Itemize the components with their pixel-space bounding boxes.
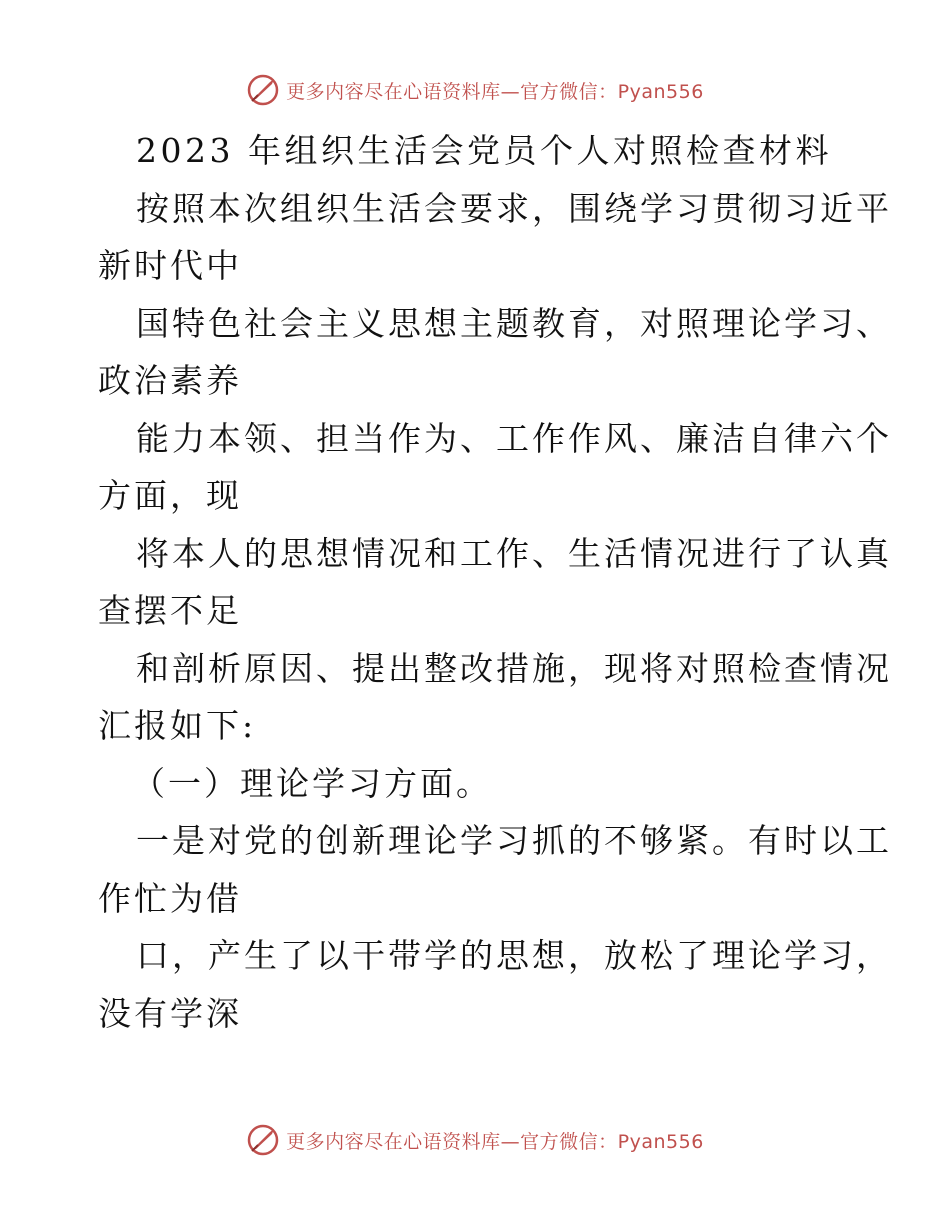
paragraph-line: 将本人的思想情况和工作、生活情况进行了认真 [136, 533, 892, 573]
section-heading: （一）理论学习方面。 [132, 763, 492, 803]
quill-circle-icon [246, 73, 280, 107]
paragraph-line: 能力本领、担当作为、工作作风、廉洁自律六个 [136, 418, 892, 458]
paragraph-line: 没有学深 [98, 993, 242, 1033]
quill-circle-icon [246, 1123, 280, 1157]
paragraph-line: 一是对党的创新理论学习抓的不够紧。有时以工 [136, 821, 892, 860]
paragraph-line: 政治素养 [98, 361, 242, 400]
document-title: 2023 年组织生活会党员个人对照检查材料 [136, 131, 832, 170]
watermark-text: 更多内容尽在心语资料库—官方微信：Pyan556 [286, 80, 704, 103]
paragraph-line: 新时代中 [98, 246, 242, 285]
paragraph-line: 和剖析原因、提出整改措施，现将对照检查情况 [136, 648, 892, 688]
paragraph-line: 国特色社会主义思想主题教育，对照理论学习、 [136, 303, 892, 343]
paragraph-line: 方面，现 [98, 476, 242, 515]
watermark-text: 更多内容尽在心语资料库—官方微信：Pyan556 [286, 1130, 704, 1153]
document-paragraphs [98, 180, 892, 1043]
paragraph-line: 查摆不足 [98, 591, 242, 630]
paragraph-line: 按照本次组织生活会要求，围绕学习贯彻习近平 [136, 188, 892, 228]
header-watermark [0, 70, 950, 110]
paragraph-line: 口，产生了以干带学的思想，放松了理论学习， [136, 936, 892, 975]
footer-watermark [0, 1120, 950, 1160]
document-body [98, 122, 892, 1042]
paragraph-line: 作忙为借 [98, 878, 242, 918]
paragraph-line: 汇报如下: [98, 706, 257, 745]
